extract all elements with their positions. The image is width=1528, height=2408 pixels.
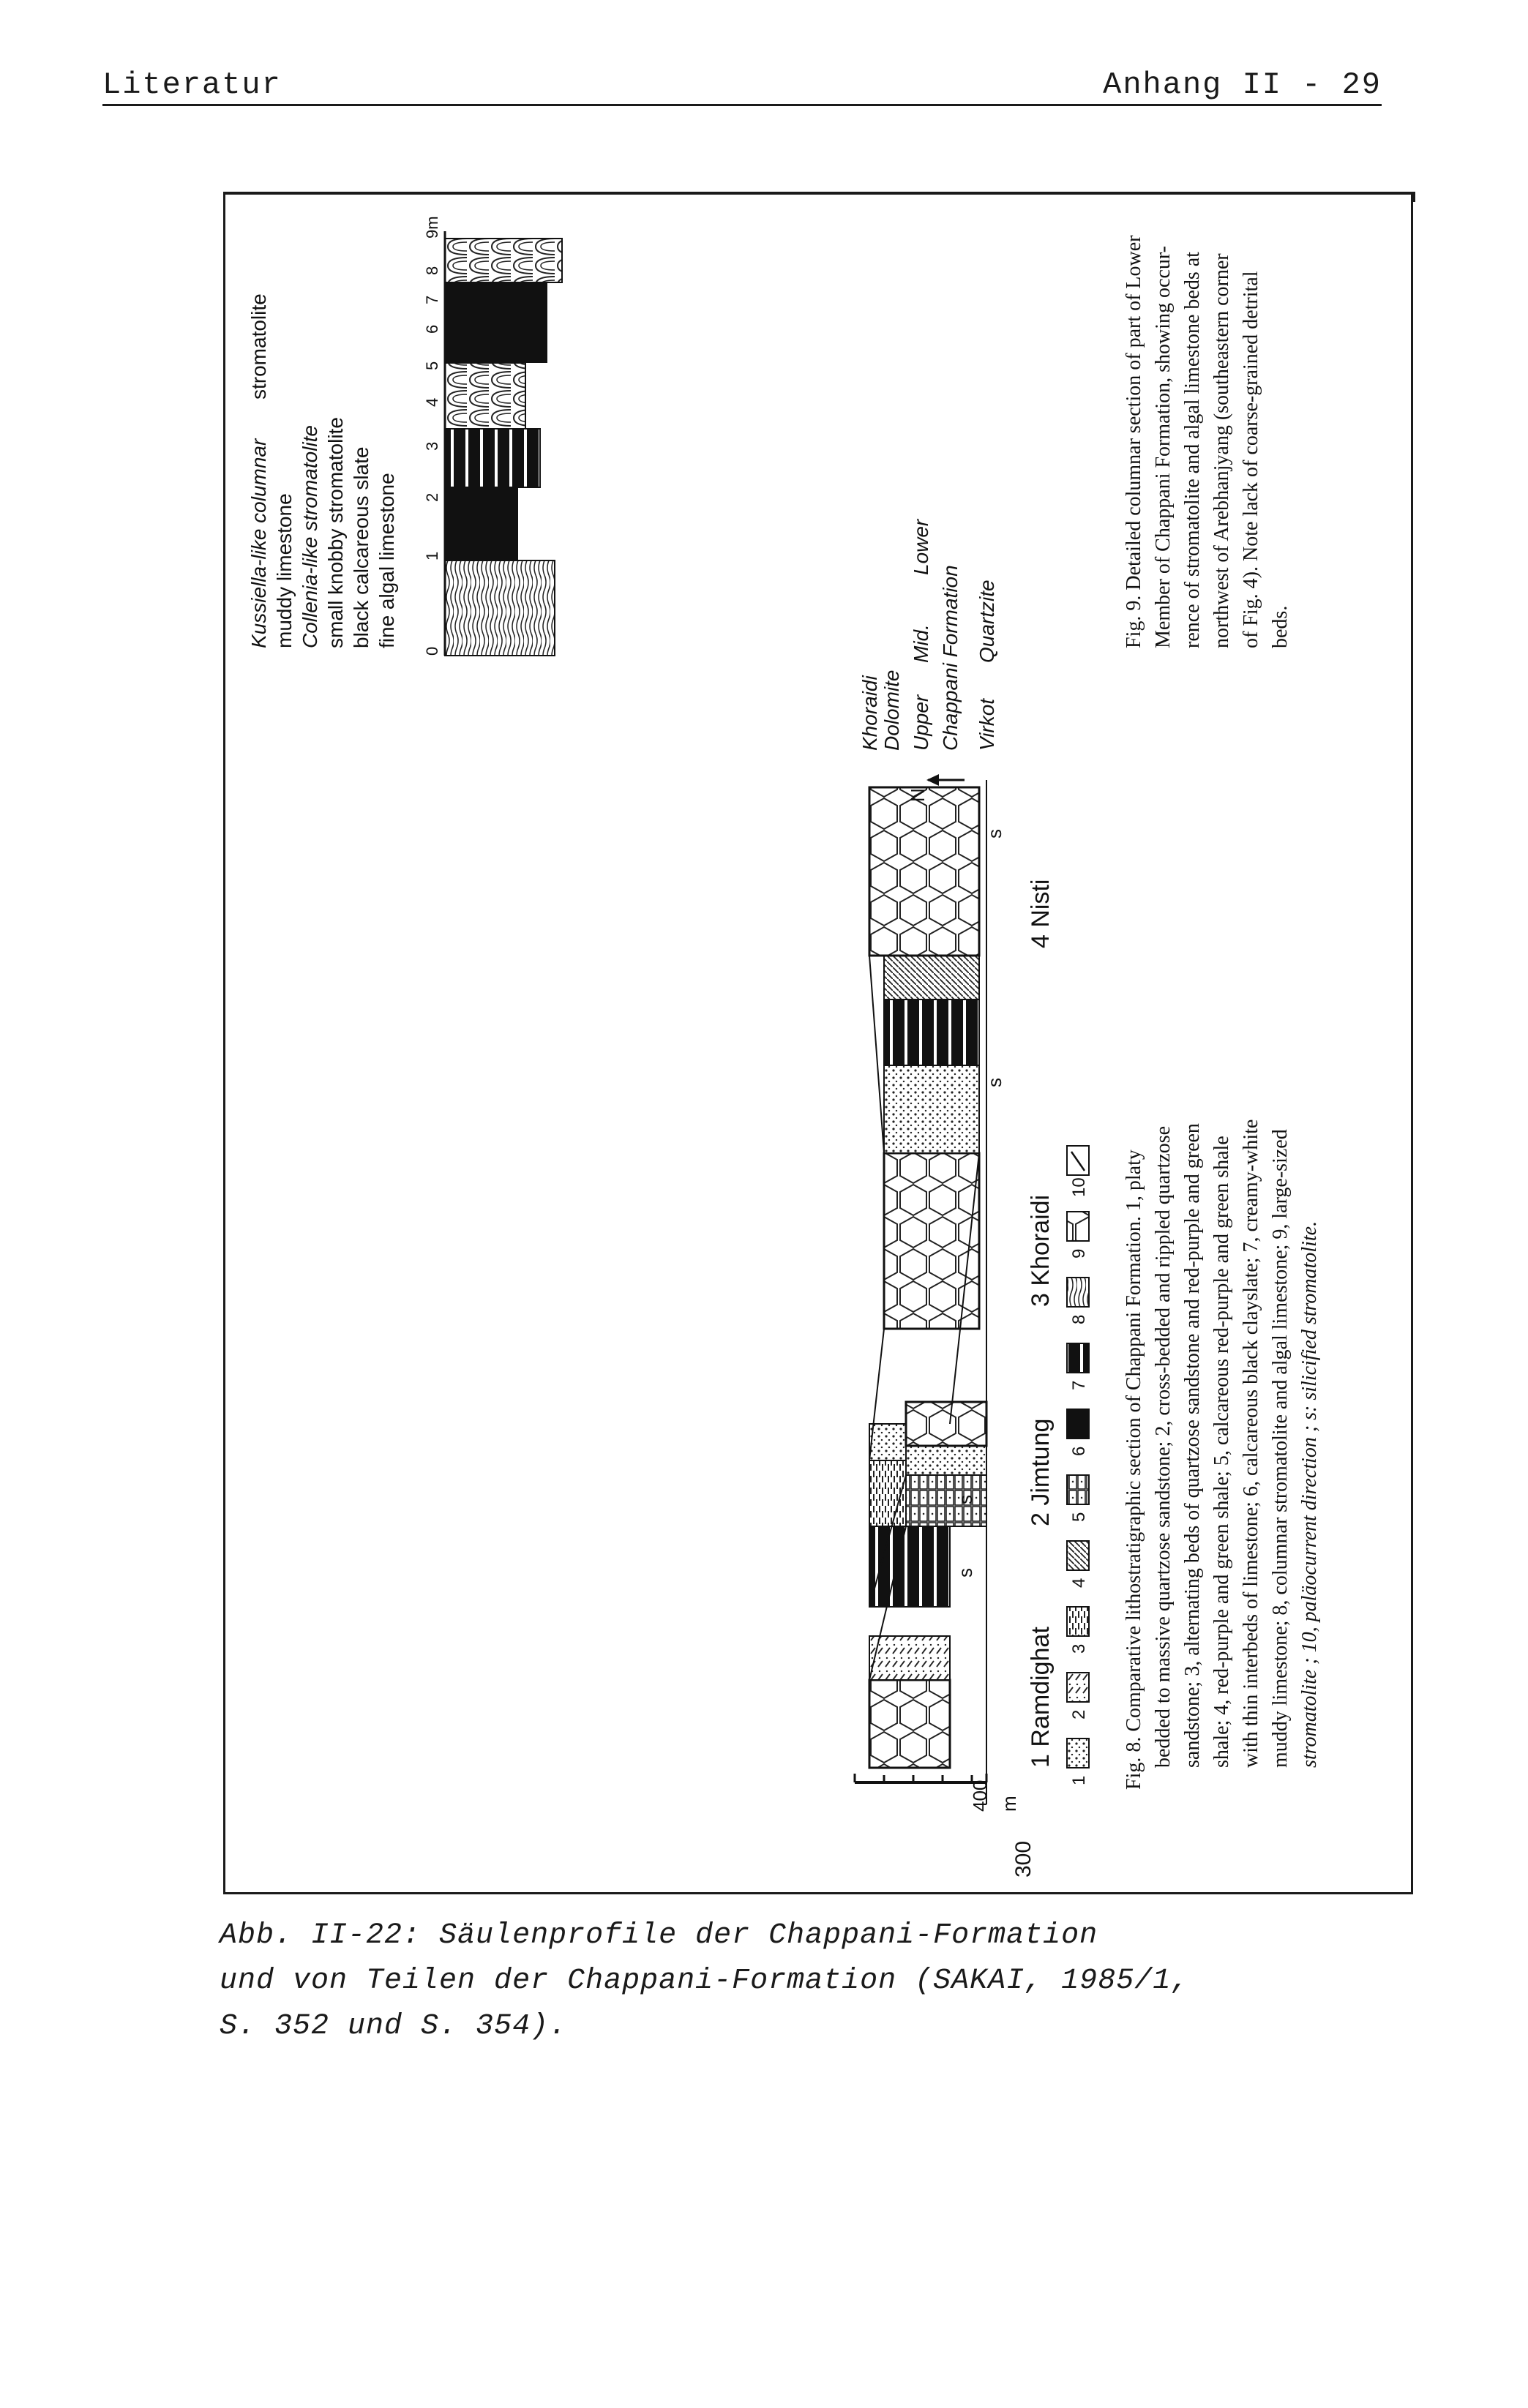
column-jimtung [906, 1402, 986, 1526]
north-label: N [907, 788, 929, 802]
fig9-bed-number: 6 [423, 324, 441, 334]
running-head [102, 60, 1382, 106]
column-label-jimtung: 2 Jimtung [1027, 1418, 1055, 1526]
north-arrow [926, 774, 965, 786]
fig9-bed-number: 3 [423, 441, 441, 451]
formation-khoraidi-2: Dolomite [880, 669, 903, 751]
scale-tick-label: 400 [969, 1779, 991, 1812]
s-marker: s [954, 1495, 976, 1504]
legend-num: 7 [1069, 1380, 1089, 1390]
fig9-bed-number: 9m [423, 216, 441, 239]
header-left: Literatur [102, 67, 282, 102]
figure-svg [225, 195, 1411, 1892]
formation-mid: Mid. [910, 624, 932, 663]
formation-virkot-2: Quartzite [975, 580, 998, 663]
fig9-caption-line: northwest of Arebhanjyang (southeastern corner [1210, 253, 1233, 648]
legend-num: 3 [1069, 1643, 1089, 1654]
fig9-unit-label: Collenia-like stromatolite [299, 424, 321, 648]
legend-num: 10 [1069, 1177, 1089, 1197]
fig9-bed-number: 0 [423, 646, 441, 656]
fig9-bed-number: 1 [423, 551, 441, 560]
fig9-unit-label: stromatolite [247, 293, 270, 400]
column-nisti [869, 787, 979, 956]
fig9-bed-number: 2 [423, 492, 441, 502]
header-right: Anhang II - 29 [1103, 67, 1382, 102]
fig9-bed-number: 4 [423, 397, 441, 407]
formation-khoraidi-1: Khoraidi [858, 675, 881, 751]
fig9-caption-line: Fig. 9. Detailed columnar section of part of Lower [1123, 235, 1145, 648]
scale-bar [855, 1774, 986, 1782]
caption-line: Abb. II-22: Säulenprofile der Chappani-Formation [220, 1919, 1098, 1952]
column-label-ramdighat: 1 Ramdighat [1027, 1627, 1055, 1768]
caption-line: und von Teilen der Chappani-Formation (SAKAI, 1985/1, [220, 1965, 1190, 1998]
legend-num: 9 [1069, 1248, 1089, 1259]
column-label-nisti: 4 Nisti [1027, 879, 1055, 948]
legend-num: 8 [1069, 1314, 1089, 1324]
figure-plate [223, 192, 1413, 1894]
fig9-unit-label: black calcareous slate [350, 446, 372, 648]
caption-line: S. 352 und S. 354). [220, 2010, 568, 2043]
legend-num: 1 [1069, 1775, 1089, 1785]
column-label-khoraidi: 3 Khoraidi [1027, 1194, 1055, 1307]
column-khoraidi [884, 956, 979, 1329]
s-marker: s [984, 829, 1005, 839]
fig8-caption-line: sandstone; 3, alternating beds of quartzose sandstone and red-purple and green [1181, 1123, 1204, 1768]
s-marker: s [984, 1078, 1005, 1087]
fig9-bed-number: 8 [423, 266, 441, 275]
frame-corner [1411, 192, 1415, 202]
scale-tick-label: 300 [1011, 1840, 1035, 1878]
figure-caption-de [220, 1913, 1420, 2049]
fig8-caption-line: bedded to massive quartzose sandstone; 2, cross-bedded and rippled quartzose [1152, 1125, 1175, 1768]
legend [1067, 1146, 1089, 1768]
fig8-caption-line: muddy limestone; 8, columnar stromatolite and algal limestone; 9, large-sized [1269, 1129, 1292, 1768]
formation-chappani: Chappani Formation [939, 565, 962, 751]
figure-rotated-canvas [225, 195, 1411, 1892]
fig9-column [445, 231, 562, 656]
s-marker: s [954, 1568, 976, 1578]
fig9-bed-number: 7 [423, 295, 441, 304]
legend-num: 2 [1069, 1709, 1089, 1719]
formation-virkot-1: Virkot [975, 698, 998, 751]
fig9-unit-label: Kussiella-like columnar [247, 438, 270, 648]
fig9-bed-number: 5 [423, 361, 441, 370]
scale-unit: m [998, 1796, 1020, 1812]
legend-num: 6 [1069, 1446, 1089, 1456]
legend-num: 4 [1069, 1578, 1089, 1588]
legend-num: 5 [1069, 1512, 1089, 1522]
fig8-caption-line: Fig. 8. Comparative lithostratigraphic section of Chappani Formation. 1, platy [1123, 1149, 1145, 1790]
fig9-caption-line: Member of Chappani Formation, showing occur- [1152, 246, 1175, 648]
fig8-caption-line: shale; 4, red-purple and green shale; 5, calcareous red-purple and green shale [1210, 1136, 1233, 1768]
fig8-caption-line: with thin interbeds of limestone; 6, calcareous black clayslate; 7, creamy-white [1240, 1119, 1262, 1768]
fig9-unit-label: small knobby stromatolite [324, 417, 347, 648]
formation-upper: Upper [910, 694, 932, 751]
fig9-unit-label: fine algal limestone [375, 473, 398, 648]
fig9-unit-label: muddy limestone [273, 493, 296, 648]
fig9-caption-line: beds. [1269, 605, 1292, 648]
fig8-caption-line: stromatolite ; 10, paläocurrent direction ; s: silicified stromatolite. [1298, 1220, 1321, 1768]
formation-lower: Lower [910, 519, 932, 575]
fig9-caption-line: rence of stromatolite and algal limestone beds at [1181, 252, 1204, 648]
fig9-caption-line: of Fig. 4). Note lack of coarse-grained detrital [1240, 271, 1262, 648]
